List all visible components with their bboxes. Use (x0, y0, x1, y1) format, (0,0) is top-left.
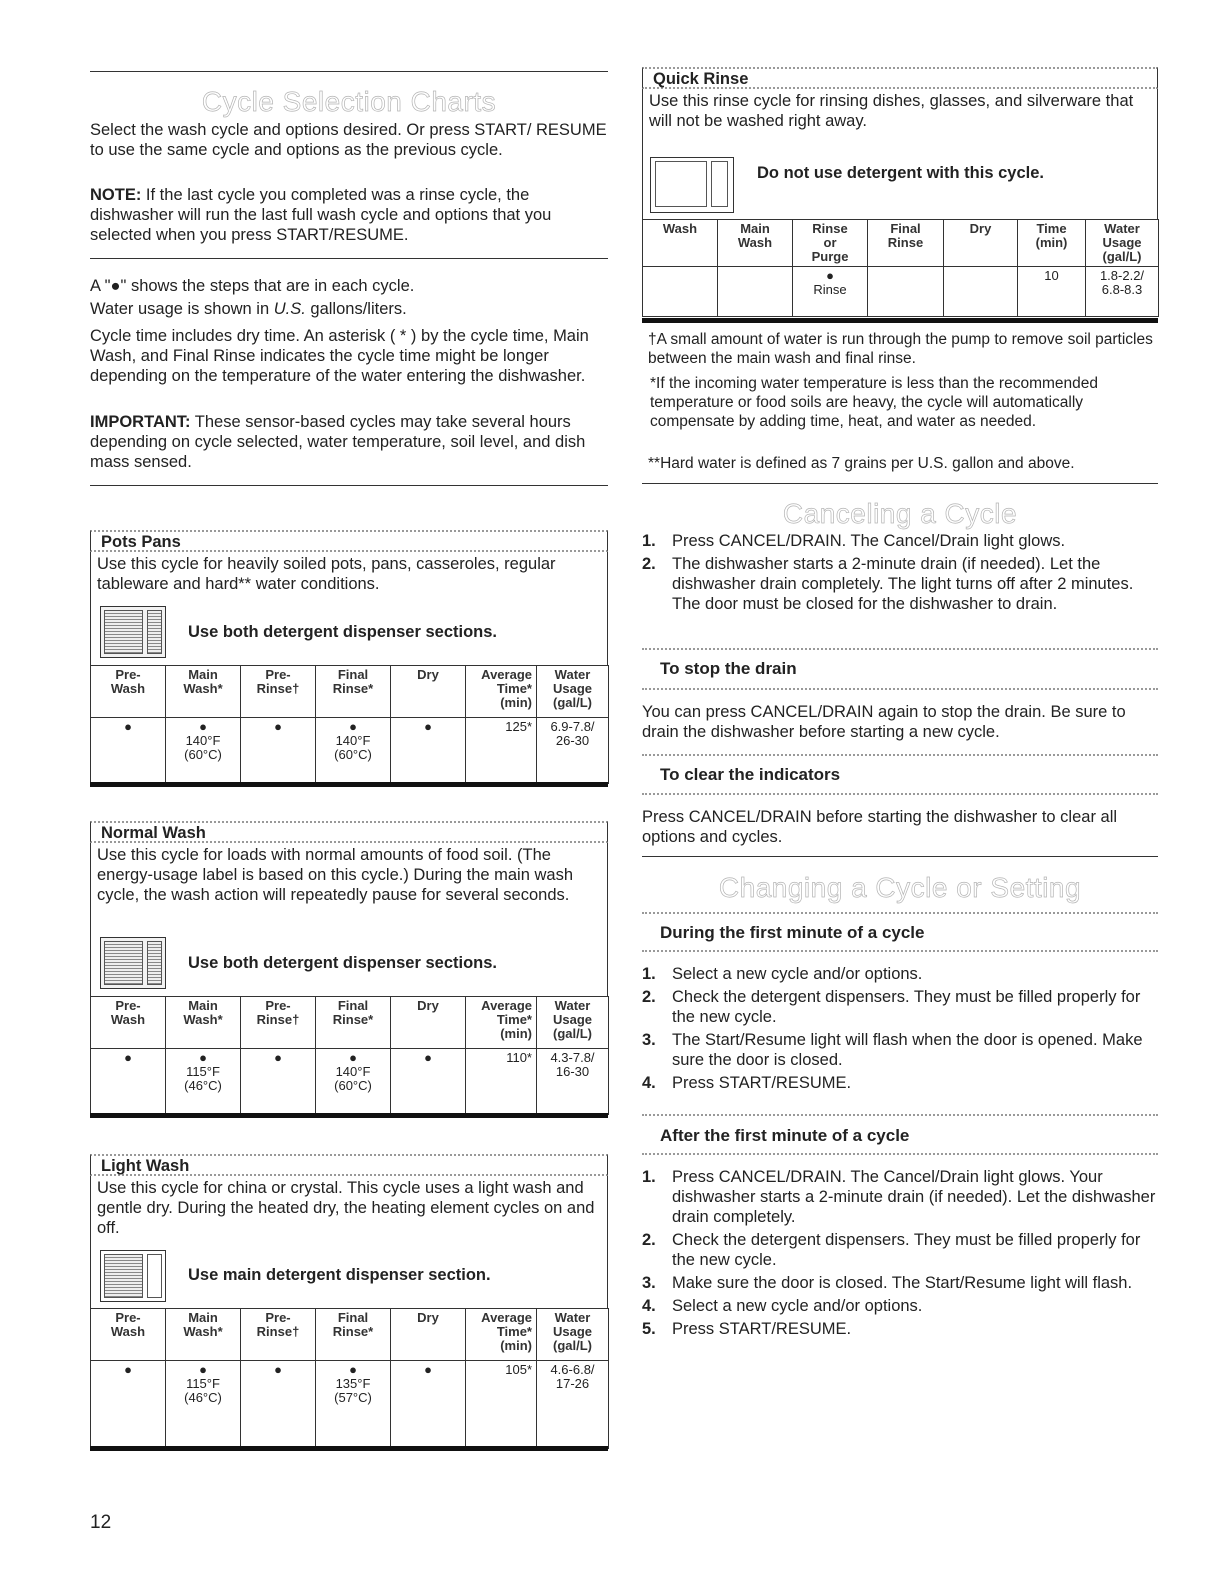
table-cell: ● (391, 1049, 466, 1115)
table-cell: 1.8-2.2/ 6.8-8.3 (1086, 267, 1159, 317)
step-text: Select a new cycle and/or options. (672, 965, 923, 983)
detergent-dispenser-both-icon (100, 606, 166, 658)
detergent-instruction: Use main detergent dispenser section. (188, 1266, 491, 1284)
step-text: Check the detergent dispensers. They must be filled properly for the new cycle. (672, 1231, 1141, 1269)
cycle-box-pots-pans (90, 552, 608, 665)
cycle-name: Pots Pans (101, 533, 181, 551)
step-number: 4. (642, 1297, 656, 1315)
col-header: Final Rinse* (316, 997, 391, 1049)
note-paragraph (90, 185, 608, 245)
table-cell: ● 140°F (60°C) (166, 718, 241, 784)
subheading-clear-indicators: To clear the indicators (660, 765, 841, 784)
col-header: Average Time* (min) (466, 666, 537, 718)
table-cell: ● (241, 1049, 316, 1115)
dotted-divider (642, 1114, 1158, 1116)
col-header: Water Usage (gal/L) (1086, 220, 1159, 267)
cycle-table-light-wash (90, 1308, 609, 1449)
step-number: 2. (642, 988, 656, 1006)
step-number: 1. (642, 1168, 656, 1186)
water-info-em: U.S. (273, 300, 306, 318)
col-header: Pre- Rinse† (241, 1309, 316, 1361)
table-cell: 125* (466, 718, 537, 784)
col-header: Main Wash* (166, 997, 241, 1049)
table-bottom-bar (90, 1113, 608, 1118)
detergent-dispenser-both-icon (100, 937, 166, 989)
list-item (642, 1230, 1158, 1270)
list-item (642, 1273, 1158, 1293)
detergent-instruction: Use both detergent dispenser sections. (188, 623, 497, 641)
list-item (642, 987, 1158, 1027)
list-item (642, 964, 1158, 984)
footnote-dagger: †A small amount of water is run through the pump to remove soil particles between the main wash and final rinse. (648, 331, 1153, 367)
table-cell: ● (91, 1361, 166, 1449)
stop-drain-text: You can press CANCEL/DRAIN again to stop the drain. Be sure to drain the dishwasher before starting a new cycle. (642, 703, 1126, 741)
section-title-canceling: Canceling a Cycle (782, 498, 1018, 529)
step-number: 3. (642, 1031, 656, 1049)
step-text: Press CANCEL/DRAIN. The Cancel/Drain light glows. (672, 532, 1066, 550)
table-cell: ● 115°F (46°C) (166, 1361, 241, 1449)
table-cell (718, 267, 793, 317)
step-number: 2. (642, 555, 656, 573)
detergent-instruction: Do not use detergent with this cycle. (757, 164, 1044, 182)
important-paragraph (90, 412, 608, 472)
table-cell: ● Rinse (793, 267, 868, 317)
subheading-stop-drain: To stop the drain (660, 659, 797, 678)
cycle-table-quick-rinse (642, 219, 1159, 317)
table-cell: 4.3-7.8/ 16-30 (537, 1049, 609, 1115)
table-cell: ● (391, 1361, 466, 1449)
footnote-hard-water: **Hard water is defined as 7 grains per U.S. gallon and above. (648, 455, 1075, 472)
dotted-divider (642, 1153, 1158, 1155)
table-cell: 6.9-7.8/ 26-30 (537, 718, 609, 784)
water-info-pre: Water usage is shown in (90, 300, 274, 318)
step-text: Press START/RESUME. (672, 1320, 852, 1338)
step-text: Press START/RESUME. (672, 1074, 852, 1092)
col-header: Final Rinse* (316, 666, 391, 718)
table-cell: ● (91, 1049, 166, 1115)
cycle-description: Use this cycle for loads with normal amounts of food soil. (The energy-usage label is based on this cycle.) During the main wash cycle, the wash action will repeatedly pause for several seconds. (97, 846, 574, 904)
list-item (642, 531, 1158, 551)
table-cell: ● 140°F (60°C) (316, 718, 391, 784)
subheading-after-first-minute: After the first minute of a cycle (660, 1126, 910, 1145)
important-label: IMPORTANT: (90, 413, 191, 431)
table-cell (643, 267, 718, 317)
list-item (642, 1167, 1158, 1227)
dotted-divider (642, 754, 1158, 756)
cycle-header-light-wash (90, 1154, 608, 1176)
col-header: Dry (391, 1309, 466, 1361)
clear-indicators-text: Press CANCEL/DRAIN before starting the dishwasher to clear all options and cycles. (642, 808, 1118, 846)
divider (90, 485, 608, 486)
col-header: Dry (391, 997, 466, 1049)
col-header: Pre- Wash (91, 997, 166, 1049)
list-item (642, 1319, 1158, 1339)
table-cell: 110* (466, 1049, 537, 1115)
table-cell: ● 115°F (46°C) (166, 1049, 241, 1115)
step-number: 2. (642, 1231, 656, 1249)
col-header: Rinse or Purge (793, 220, 868, 267)
subheading-first-minute: During the first minute of a cycle (660, 923, 925, 942)
col-header: Final Rinse (868, 220, 944, 267)
note-label: NOTE: (90, 186, 142, 204)
step-number: 3. (642, 1274, 656, 1292)
table-cell: 10 (1018, 267, 1086, 317)
section-title-changing: Changing a Cycle or Setting (718, 872, 1082, 903)
detergent-instruction: Use both detergent dispenser sections. (188, 954, 497, 972)
step-number: 5. (642, 1320, 656, 1338)
table-cell: ● 135°F (57°C) (316, 1361, 391, 1449)
step-text: Press CANCEL/DRAIN. The Cancel/Drain light glows. Your dishwasher starts a 2-minute drain (if needed). Let the dishwasher drain completely. (672, 1168, 1156, 1226)
table-cell: ● (241, 718, 316, 784)
first-minute-steps (642, 964, 1158, 1096)
divider (642, 856, 1158, 857)
bullet-info: A "●" shows the steps that are in each cycle. (90, 277, 415, 295)
footnote-asterisk: *If the incoming water temperature is less than the recommended temperature or food soils are heavy, the cycle will automatically compensate by adding time, heat, and water as needed. (650, 375, 1099, 430)
dotted-divider (642, 950, 1158, 952)
step-number: 1. (642, 532, 656, 550)
table-cell: ● (241, 1361, 316, 1449)
table-cell: 4.6-6.8/ 17-26 (537, 1361, 609, 1449)
table-cell: ● (91, 718, 166, 784)
list-item (642, 1030, 1158, 1070)
col-header: Water Usage (gal/L) (537, 997, 609, 1049)
important-text: These sensor-based cycles may take several hours depending on cycle selected, water temperature, soil level, and dish mass sensed. (90, 413, 586, 471)
step-number: 4. (642, 1074, 656, 1092)
cycle-description: Use this rinse cycle for rinsing dishes, glasses, and silverware that will not be washed right away. (649, 92, 1134, 130)
step-text: The Start/Resume light will flash when the door is opened. Make sure the door is closed. (672, 1031, 1143, 1069)
col-header: Pre- Rinse† (241, 666, 316, 718)
time-info: Cycle time includes dry time. An asterisk ( * ) by the cycle time, Main Wash, and Final Rinse indicates the cycle time might be longer depending on the temperature of the water entering the dishwasher. (90, 327, 589, 385)
col-header: Average Time* (min) (466, 997, 537, 1049)
cycle-header-normal-wash (90, 821, 608, 843)
col-header: Main Wash (718, 220, 793, 267)
col-header: Final Rinse* (316, 1309, 391, 1361)
col-header: Main Wash* (166, 1309, 241, 1361)
step-text: Select a new cycle and/or options. (672, 1297, 923, 1315)
list-item (642, 1073, 1158, 1093)
cycle-description: Use this cycle for china or crystal. This cycle uses a light wash and gentle dry. During the heated dry, the heating element cycles on and off. (97, 1179, 595, 1237)
step-text: The dishwasher starts a 2-minute drain (if needed). Let the dishwasher drain completely. The light turns off after 2 minutes. The door must be closed for the dishwasher to drain. (672, 555, 1134, 613)
cycle-description: Use this cycle for heavily soiled pots, pans, casseroles, regular tableware and hard** water conditions. (97, 555, 556, 593)
divider (90, 258, 608, 259)
cycle-box-light-wash (90, 1176, 608, 1308)
col-header: Main Wash* (166, 666, 241, 718)
step-text: Make sure the door is closed. The Start/Resume light will flash. (672, 1274, 1133, 1292)
cycle-box-normal-wash (90, 843, 608, 996)
table-cell (944, 267, 1018, 317)
cycle-header-quick-rinse (642, 67, 1158, 89)
cycle-header-pots-pans (90, 530, 608, 552)
list-item (642, 554, 1158, 614)
cycle-table-pots-pans (90, 665, 609, 784)
no-detergent-icon (650, 157, 734, 213)
table-cell (868, 267, 944, 317)
table-cell: 105* (466, 1361, 537, 1449)
col-header: Average Time* (min) (466, 1309, 537, 1361)
step-number: 1. (642, 965, 656, 983)
dotted-divider (642, 688, 1158, 690)
table-bottom-bar (642, 318, 1158, 323)
section-title-cycle-selection: Cycle Selection Charts (201, 86, 497, 117)
cycle-name: Quick Rinse (653, 70, 749, 88)
dotted-divider (642, 648, 1158, 650)
cycle-name: Normal Wash (101, 824, 206, 842)
intro-paragraph: Select the wash cycle and options desired. Or press START/ RESUME to use the same cycle and options as the previous cycle. (90, 121, 607, 159)
col-header: Pre- Wash (91, 666, 166, 718)
col-header: Dry (391, 666, 466, 718)
col-header: Pre- Wash (91, 1309, 166, 1361)
col-header: Time (min) (1018, 220, 1086, 267)
divider (642, 483, 1158, 484)
detergent-dispenser-main-icon (100, 1250, 166, 1302)
table-bottom-bar (90, 782, 608, 787)
cycle-table-normal-wash (90, 996, 609, 1115)
col-header: Dry (944, 220, 1018, 267)
water-info (90, 299, 608, 319)
step-text: Check the detergent dispensers. They must be filled properly for the new cycle. (672, 988, 1141, 1026)
table-cell: ● (391, 718, 466, 784)
cycle-name: Light Wash (101, 1157, 190, 1175)
col-header: Water Usage (gal/L) (537, 1309, 609, 1361)
table-cell: ● 140°F (60°C) (316, 1049, 391, 1115)
table-bottom-bar (90, 1446, 608, 1451)
after-first-minute-steps (642, 1167, 1158, 1342)
water-info-post: gallons/liters. (305, 300, 407, 318)
dotted-divider (642, 912, 1158, 914)
top-rule (90, 71, 608, 72)
col-header: Wash (643, 220, 718, 267)
note-text: If the last cycle you completed was a rinse cycle, the dishwasher will run the last full wash cycle and options that you selected when you press START/RESUME. (90, 186, 552, 244)
dotted-divider (642, 793, 1158, 795)
col-header: Pre- Rinse† (241, 997, 316, 1049)
page-number: 12 (90, 1512, 112, 1533)
canceling-steps (642, 531, 1158, 617)
list-item (642, 1296, 1158, 1316)
col-header: Water Usage (gal/L) (537, 666, 609, 718)
